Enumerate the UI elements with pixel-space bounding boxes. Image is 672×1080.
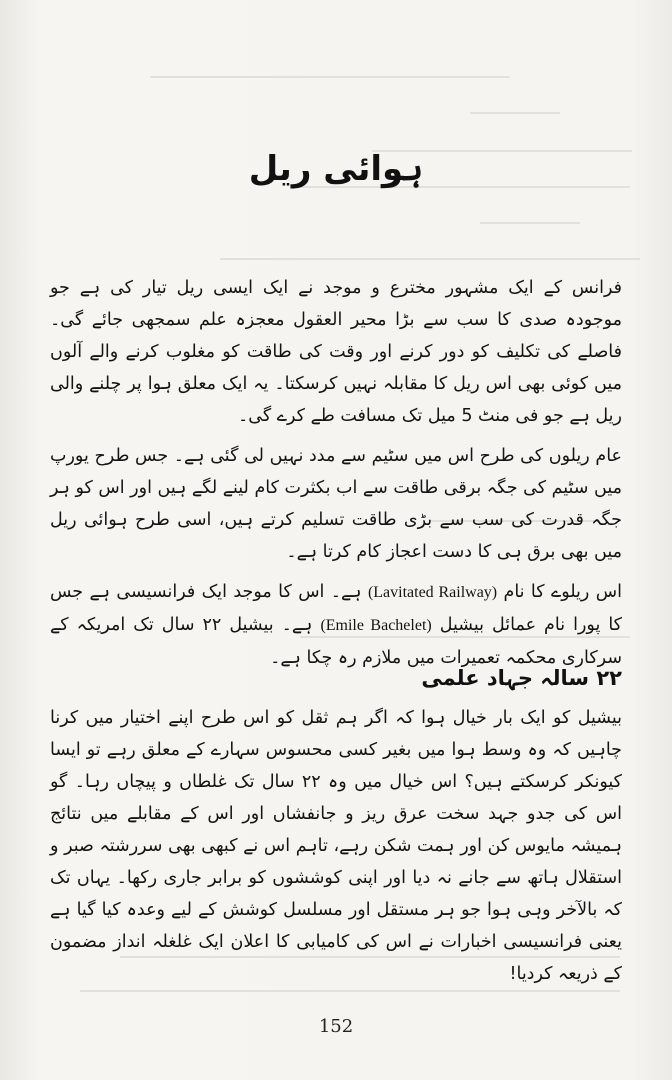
paragraph-four: بیشیل کو ایک بار خیال ہوا کہ اگر ہم ثقل کو اس طرح اپنے اختیار میں کرنا چاہیں کہ وہ وسط ہوا میں بغیر کسی محسوس سہارے کے معلق رہے تو ایسا کیونکر کرسکتے ہیں؟ اس خیال میں وہ ۲۲ سال تک غلطاں و پیچاں رہا۔ گو اس کی جدو جہد سخت عرق ریز و جانفشاں اور اس کے مقابلے میں نتائج ہمیشہ مایوس کن اور ہمت شکن رہے، تاہم اس نے کبھی بھی سررشتہ صبر و استقلال ہاتھ سے جانے نہ دیا اور اپنی کوششوں کو برابر جاری رکھا۔ یہاں تک کہ بالآخر وہی ہوا جو ہر مستقل اور مسلسل کوشش کے لیے وعدہ کیا گیا ہے یعنی فرانسیسی اخبارات نے اس کی کامیابی کا اعلان ایک غلغلہ انداز مضمون کے ذریعہ کردیا!	[50, 708, 622, 984]
paragraph-one: فرانس کے ایک مشہور مخترع و موجد نے ایک ایسی ریل تیار کی ہے جو موجودہ صدی کا سب سے بڑا محیر العقول معجزہ علم سمجھی جائے گی۔ فاصلے کی تکلیف کو دور کرنے اور وقت کی طاقت کو مغلوب کرنے والے آلوں میں کوئی بھی اس ریل کا مقابلہ نہیں کرسکتا۔ یہ ایک معلق ہوا پر چلنے والی ریل ہے جو فی منٹ 5 میل تک مسافت طے کرے گی۔	[50, 278, 622, 426]
page-title: ہوائی ریل	[248, 149, 424, 189]
section-one	[50, 272, 622, 682]
railway-sentence-middle: ہے۔ اس کا موجد ایک فرانسیسی ہے جس کا پورا نام عمائل بیشیل	[50, 582, 622, 635]
section-two	[50, 702, 622, 998]
paragraph-three	[50, 576, 622, 674]
railway-name-english: (Lavitated Railway)	[367, 584, 498, 601]
paragraph-two: عام ریلوں کی طرح اس میں سٹیم سے مدد نہیں لی گئی ہے۔ جس طرح یورپ میں سٹیم کی جگہ برقی طاقت سے اب بکثرت کام لینے لگے ہیں اور اس کو ہر جگہ قدرت کی سب سے بڑی طاقت تسلیم کرتے ہیں، اسی طرح ہوائی ریل میں بھی برق ہی کا دست اعجاز کام کرتا ہے۔	[49, 446, 622, 562]
railway-sentence-after: ہے۔ بیشیل ۲۲ سال تک امریکہ کے سرکاری محکمہ تعمیرات میں ملازم رہ چکا ہے۔	[50, 615, 622, 668]
page-number: 152	[318, 1016, 354, 1037]
section-subheading: ۲۲ سالہ جہاد علمی	[421, 666, 622, 690]
inventor-name-english: (Emile Bachelet)	[320, 617, 432, 634]
railway-sentence-before: اس ریلوے کا نام	[503, 582, 622, 602]
